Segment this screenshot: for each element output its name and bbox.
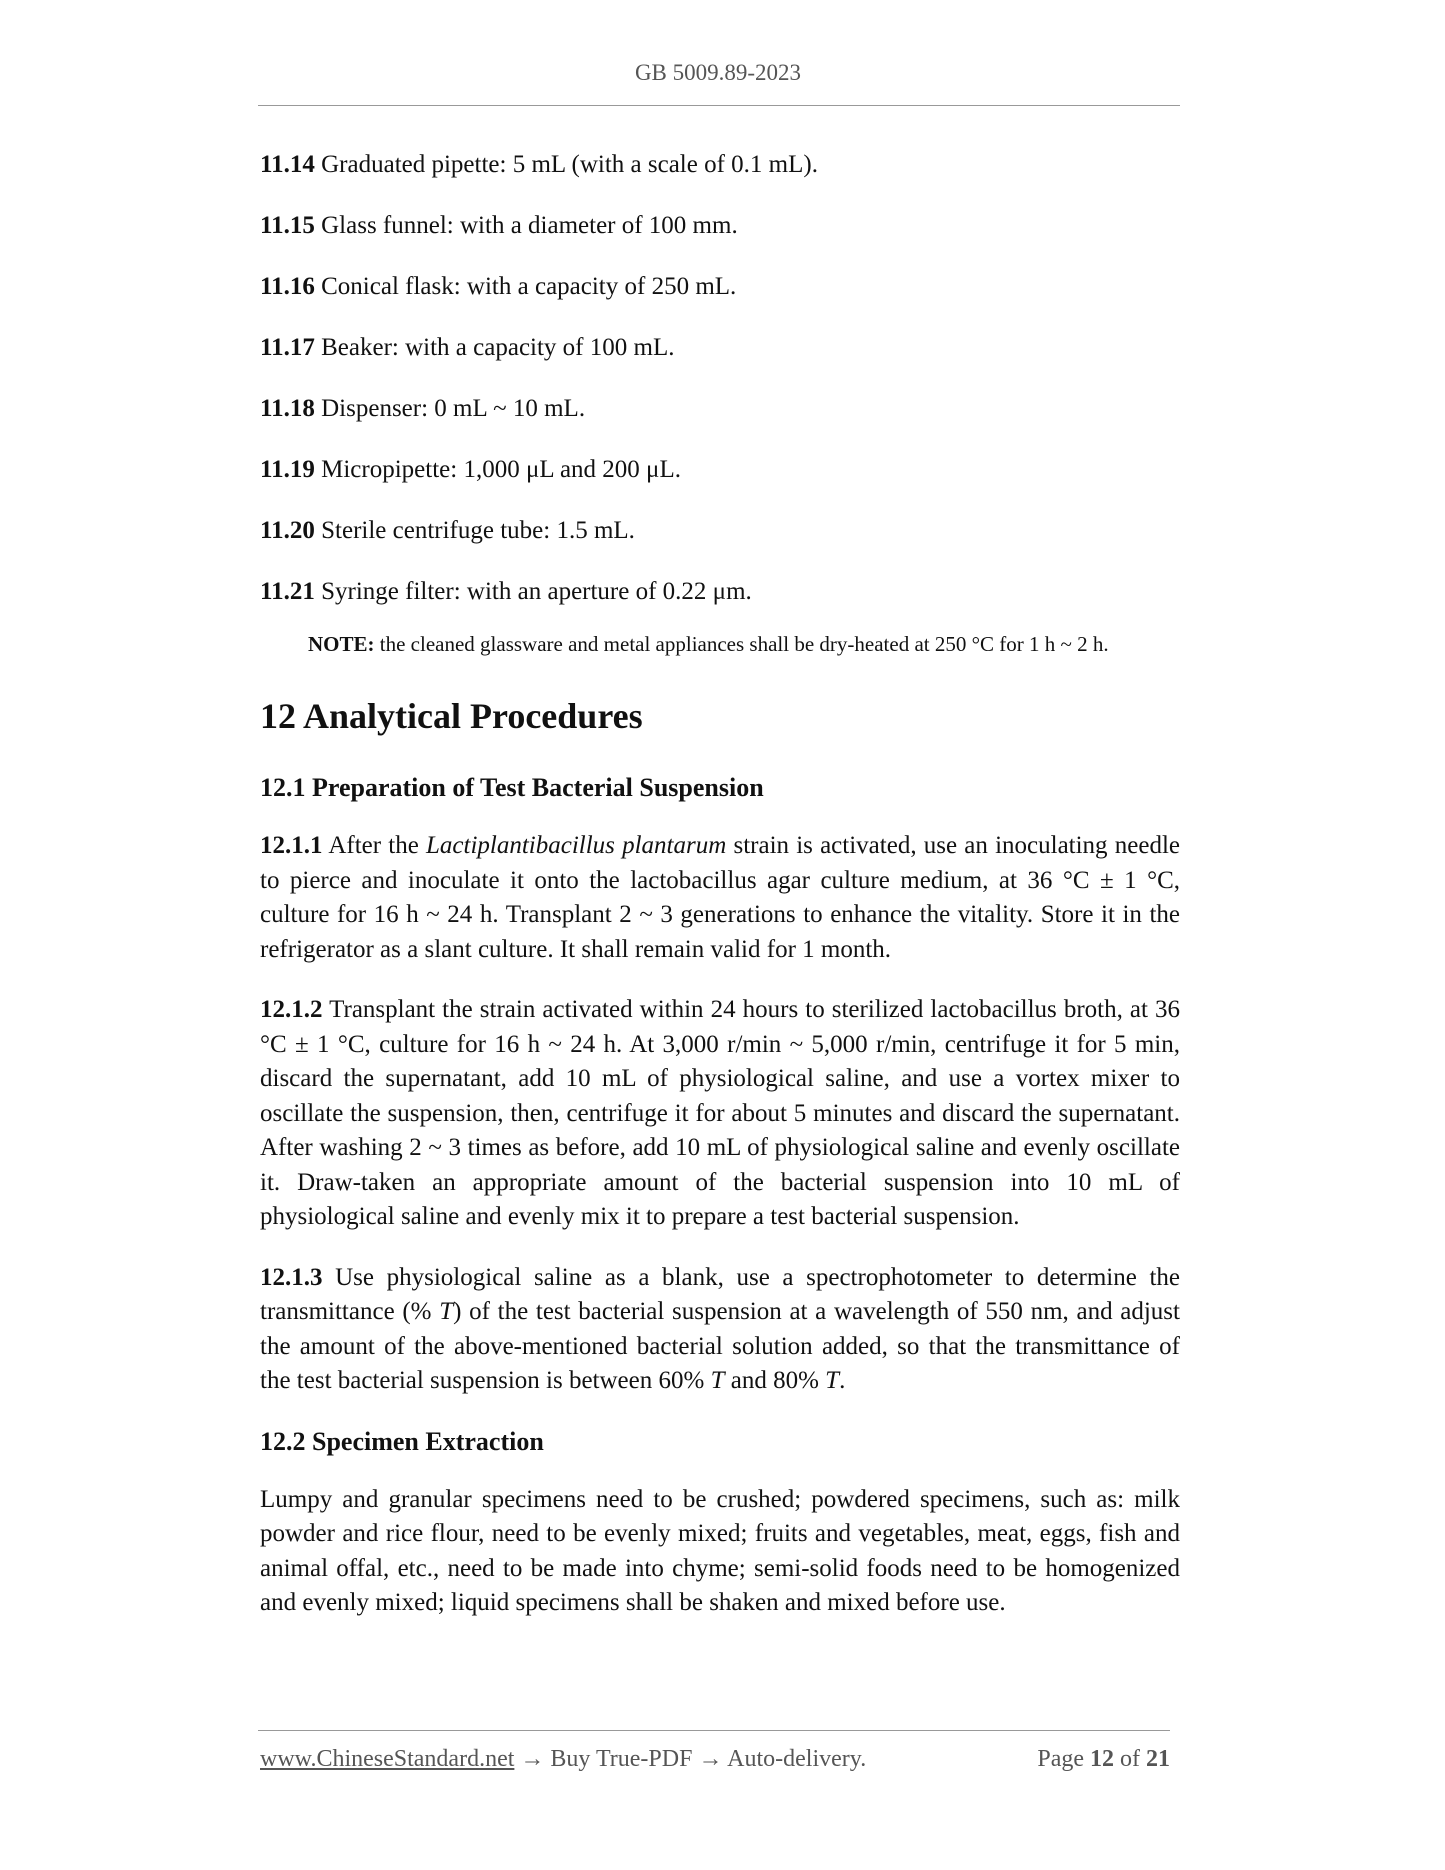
list-item — [260, 392, 1180, 426]
item-number: 11.20 — [260, 517, 315, 544]
symbol-t: T — [825, 1367, 840, 1394]
section-12-heading: 12 Analytical Procedures — [260, 696, 643, 736]
species-name: Lactiplantibacillus plantarum — [426, 832, 727, 859]
list-item — [260, 453, 1180, 487]
item-number: 11.14 — [260, 151, 315, 178]
symbol-t: T — [439, 1298, 454, 1325]
list-item — [260, 209, 1180, 243]
footer-divider — [258, 1730, 1170, 1731]
paragraph-text: strain is activated, use an inoculating needle to pierce and inoculate it onto the lactobacillus agar culture medium, at 36 °C ± 1 °C, culture for 16 h ~ 24 h. Transplant 2 ~ 3 generations to enhance the vitality. Store it in the refrigerator as a slant culture. It shall remain valid for 1 month. — [260, 832, 1180, 963]
paragraph-number: 12.1.2 — [260, 996, 323, 1023]
total-pages: 21 — [1146, 1746, 1170, 1772]
item-text: Micropipette: 1,000 μL and 200 μL. — [314, 456, 681, 483]
list-item — [260, 514, 1180, 548]
paragraph-12-2: Lumpy and granular specimens need to be crushed; powdered specimens, such as: milk powder and rice flour, need to be evenly mixed; fruits and vegetables, meat, eggs, fish and animal offal, etc., need to be made into chyme; semi-solid foods need to be homogenized and evenly mixed; liquid specimens shall be shaken and mixed before use. — [260, 1485, 1180, 1616]
paragraph-number: 12.1.3 — [260, 1263, 323, 1291]
list-item — [260, 575, 1180, 609]
note-text: the cleaned glassware and metal appliances shall be dry-heated at 250 °C for 1 h ~ 2 h. — [374, 632, 1109, 656]
item-number: 11.16 — [260, 273, 315, 300]
note-label: NOTE: — [308, 632, 375, 656]
list-item — [260, 270, 1180, 304]
section-12-2-heading: 12.2 Specimen Extraction — [260, 1426, 544, 1456]
item-text: Sterile centrifuge tube: 1.5 mL. — [314, 517, 635, 544]
paragraph-text: ) of the test bacterial suspension at a wavelength of 550 nm, and adjust the amount of the above-mentioned bacterial solution added, so that the transmittance of the test bacterial suspension is between 60% — [260, 1298, 1180, 1394]
paragraph-text: After the — [322, 832, 427, 859]
document-header: GB 5009.89-2023 — [634, 60, 802, 85]
paragraph-12-1-3 — [260, 1261, 1180, 1399]
website-link[interactable]: www.ChineseStandard.net — [260, 1746, 515, 1772]
paragraph-number: 12.1.1 — [260, 832, 323, 859]
page-number — [1037, 1742, 1170, 1776]
item-number: 11.18 — [260, 395, 315, 422]
page-content — [260, 148, 1180, 1621]
paragraph-text: and 80% — [724, 1367, 826, 1394]
item-number: 11.17 — [260, 334, 315, 361]
paragraph-text: . — [839, 1367, 846, 1394]
item-text: Beaker: with a capacity of 100 mL. — [314, 334, 675, 361]
of-label: of — [1114, 1746, 1146, 1772]
item-text: Syringe filter: with an aperture of 0.22 μm. — [314, 578, 752, 605]
section-12-1-heading: 12.1 Preparation of Test Bacterial Suspension — [260, 773, 764, 802]
page-label: Page — [1037, 1746, 1090, 1772]
current-page: 12 — [1090, 1746, 1114, 1772]
item-text: Graduated pipette: 5 mL (with a scale of 0.1 mL). — [314, 151, 818, 178]
item-text: Conical flask: with a capacity of 250 mL. — [314, 273, 737, 300]
item-number: 11.15 — [260, 212, 315, 239]
header-divider — [258, 105, 1180, 106]
list-item — [260, 331, 1180, 365]
paragraph-12-1-1 — [260, 829, 1180, 967]
item-number: 11.19 — [260, 456, 315, 483]
paragraph-12-1-2 — [260, 993, 1180, 1235]
footer-delivery-text: → Auto-delivery. — [698, 1746, 867, 1772]
list-item — [260, 148, 1180, 182]
item-text: Glass funnel: with a diameter of 100 mm. — [314, 212, 738, 239]
paragraph-text: Use physiological saline as a blank, use a spectrophotometer to determine the transmittance (% — [260, 1263, 1180, 1325]
item-text: Dispenser: 0 mL ~ 10 mL. — [314, 395, 586, 422]
item-number: 11.21 — [260, 578, 315, 605]
footer-buy-text: → Buy True-PDF — [514, 1746, 699, 1772]
symbol-t: T — [710, 1367, 725, 1394]
note — [308, 629, 1180, 659]
page-footer — [260, 1742, 1170, 1776]
paragraph-text: Transplant the strain activated within 24 hours to sterilized lactobacillus broth, at 36 °C ± 1 °C, culture for 16 h ~ 24 h. At 3,000 r/min ~ 5,000 r/min, centrifuge it for 5 min, discard the supernatant, add 10 mL of physiological saline, and use a vortex mixer to oscillate the suspension, then, centrifuge it for about 5 minutes and discard the supernatant. After washing 2 ~ 3 times as before, add 10 mL of physiological saline and evenly oscillate it. Draw-taken an appropriate amount of the bacterial suspension into 10 mL of physiological saline and evenly mix it to prepare a test bacterial suspension. — [260, 996, 1180, 1230]
